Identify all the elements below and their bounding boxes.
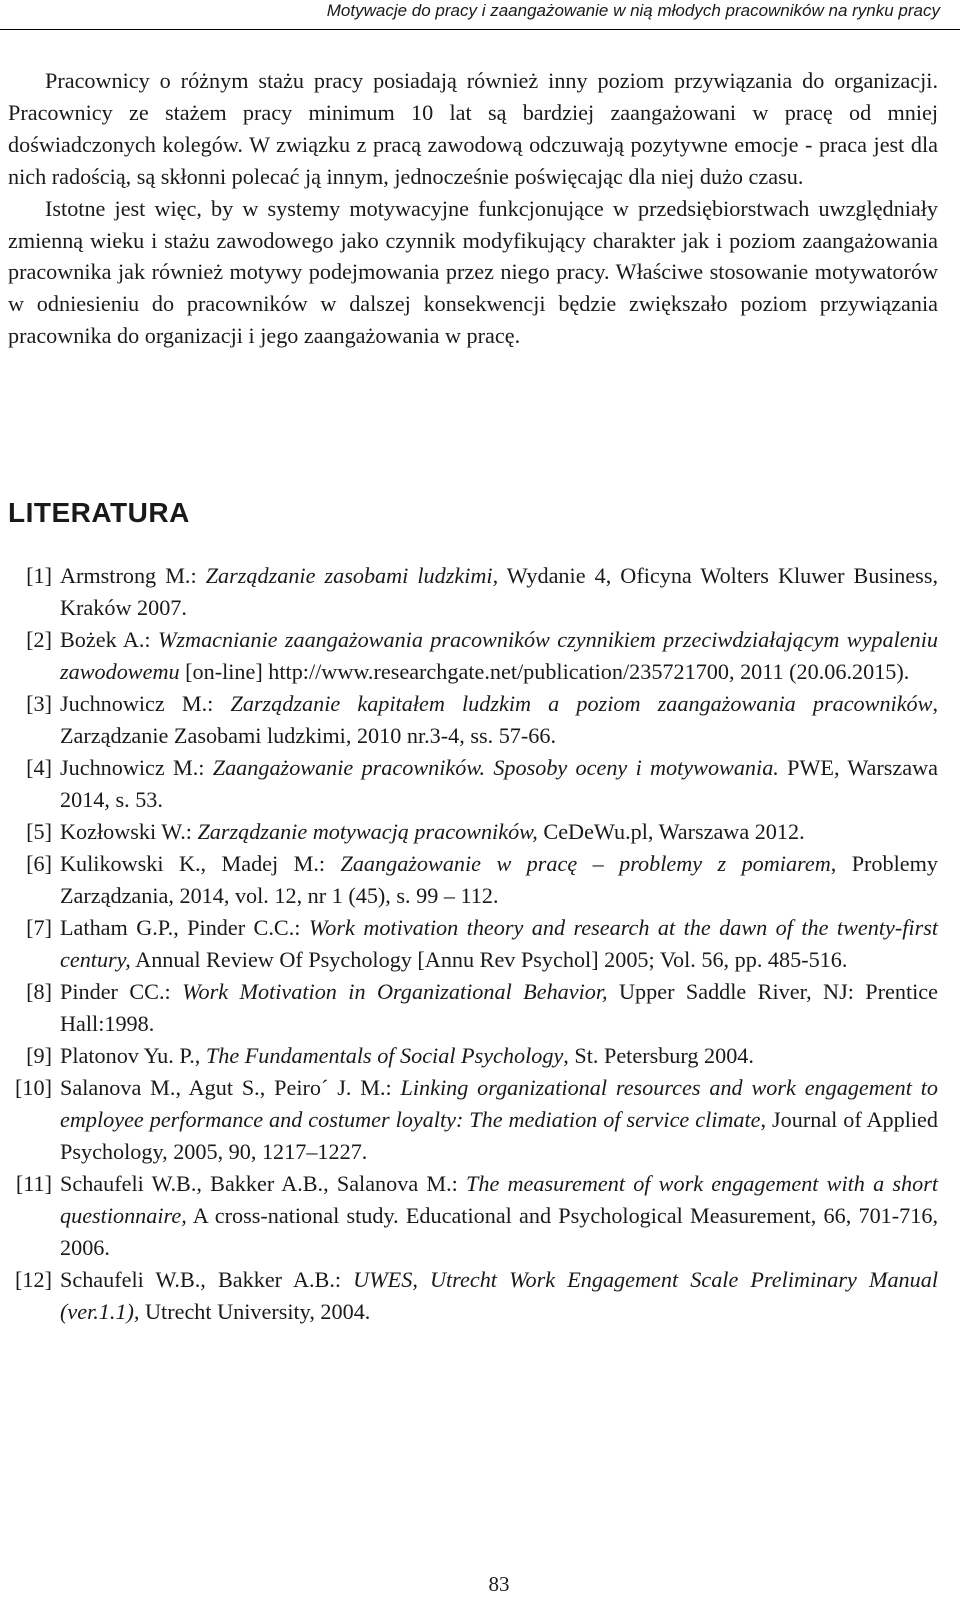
reference-details: , Problemy Zarządzania, 2014, vol. 12, nr 1 (45), s. 99 – 112. bbox=[60, 851, 938, 908]
reference-item bbox=[8, 1072, 938, 1168]
reference-item bbox=[8, 560, 938, 624]
reference-title: UWES, Utrecht Work Engagement Scale Preliminary Manual (ver.1.1), bbox=[60, 1267, 938, 1324]
page-number bbox=[0, 1572, 960, 1597]
reference-title: Zaangażowanie pracowników. Sposoby oceny i motywowania. bbox=[212, 755, 779, 780]
reference-number: [6] bbox=[26, 851, 52, 876]
body-paragraph: Pracownicy o różnym stażu pracy posiadają również inny poziom przywiązania do organizacji. Pracownicy ze stażem pracy minimum 10 lat są bardziej zaangażowani w pracę od mniej doświadczonych kolegów. W związku z pracą zawodową odczuwają pozytywne emocje - praca jest dla nich radością, są skłonni polecać ją innym, jednocześnie poświęcając dla niej dużo czasu. bbox=[8, 68, 938, 189]
reference-authors: Armstrong M.: bbox=[60, 563, 206, 588]
reference-number: [4] bbox=[26, 755, 52, 780]
page-number-text: 83 bbox=[488, 1572, 510, 1596]
reference-number: [10] bbox=[15, 1075, 52, 1100]
reference-details: , Journal of Applied Psychology, 2005, 90, 1217–1227. bbox=[60, 1107, 938, 1164]
reference-text bbox=[60, 688, 938, 752]
reference-details: Upper Saddle River, NJ: Prentice Hall:1998. bbox=[60, 979, 938, 1036]
reference-title: Work motivation theory and research at the dawn of the twenty-first century, bbox=[60, 915, 938, 972]
reference-number: [11] bbox=[15, 1171, 52, 1196]
reference-title: The Fundamentals of Social Psychology bbox=[205, 1043, 564, 1068]
reference-authors: Kozłowski W.: bbox=[60, 819, 198, 844]
reference-item bbox=[8, 1264, 938, 1328]
reference-text bbox=[60, 752, 938, 816]
reference-details: [on-line] http://www.researchgate.net/publication/235721700, 2011 (20.06.2015). bbox=[179, 659, 910, 684]
reference-number: [1] bbox=[26, 563, 52, 588]
reference-text bbox=[60, 1072, 938, 1168]
section-heading-literature: LITERATURA bbox=[8, 497, 190, 528]
reference-item bbox=[8, 976, 938, 1040]
reference-number: [2] bbox=[26, 627, 52, 652]
reference-title: Linking organizational resources and work engagement to employee performance and costumer loyalty: The mediation of service climate bbox=[60, 1075, 939, 1132]
reference-authors: Schaufeli W.B., Bakker A.B., Salanova M.: bbox=[60, 1171, 467, 1196]
reference-text bbox=[60, 624, 938, 688]
reference-item bbox=[8, 1168, 938, 1264]
running-header-title: Motywacje do pracy i zaangażowanie w nią młodych pracowników na rynku pracy bbox=[326, 1, 940, 20]
reference-number: [7] bbox=[26, 915, 52, 940]
body-text bbox=[8, 65, 938, 352]
reference-text bbox=[60, 560, 938, 624]
running-header bbox=[0, 0, 960, 30]
reference-item bbox=[8, 1040, 938, 1072]
reference-authors: Platonov Yu. P., bbox=[60, 1043, 206, 1068]
reference-text bbox=[60, 912, 938, 976]
reference-item bbox=[8, 752, 938, 816]
reference-details: A cross-national study. Educational and Psychological Measurement, 66, 701-716, 2006. bbox=[60, 1203, 938, 1260]
reference-title: Zaangażowanie w pracę – problemy z pomiarem bbox=[340, 851, 831, 876]
reference-details: Utrecht University, 2004. bbox=[139, 1299, 371, 1324]
reference-title: Zarządzanie kapitałem ludzkim a poziom zaangażowania pracowników bbox=[230, 691, 933, 716]
reference-title: Wzmacnianie zaangażowania pracowników czynnikiem przeciwdziałającym wypaleniu zawodowemu bbox=[60, 627, 938, 684]
reference-details: CeDeWu.pl, Warszawa 2012. bbox=[537, 819, 805, 844]
reference-details: , Zarządzanie Zasobami ludzkimi, 2010 nr.3-4, ss. 57-66. bbox=[60, 691, 938, 748]
reference-authors: Schaufeli W.B., Bakker A.B.: bbox=[60, 1267, 354, 1292]
reference-authors: Bożek A.: bbox=[60, 627, 158, 652]
reference-details: , St. Petersburg 2004. bbox=[563, 1043, 754, 1068]
reference-number: [3] bbox=[26, 691, 52, 716]
reference-item bbox=[8, 816, 938, 848]
reference-authors: Latham G.P., Pinder C.C.: bbox=[60, 915, 309, 940]
reference-text bbox=[60, 1040, 938, 1072]
reference-authors: Pinder CC.: bbox=[60, 979, 183, 1004]
reference-text bbox=[60, 1264, 938, 1328]
reference-title: The measurement of work engagement with a short questionnaire, bbox=[60, 1171, 939, 1228]
reference-details: Wydanie 4, Oficyna Wolters Kluwer Business, Kraków 2007. bbox=[60, 563, 938, 620]
reference-authors: Juchnowicz M.: bbox=[60, 691, 231, 716]
reference-list bbox=[8, 560, 938, 1328]
reference-number: [5] bbox=[26, 819, 52, 844]
reference-text bbox=[60, 976, 938, 1040]
reference-number: [8] bbox=[26, 979, 52, 1004]
reference-title: Work Motivation in Organizational Behavior, bbox=[182, 979, 608, 1004]
reference-item bbox=[8, 912, 938, 976]
body-paragraph: Istotne jest więc, by w systemy motywacyjne funkcjonujące w przedsiębiorstwach uwzględniały zmienną wieku i stażu zawodowego jako czynnik modyfikujący charakter jak i poziom zaangażowania pracownika jak również motywy podejmowania przez niego pracy. Właściwe stosowanie motywatorów w odniesieniu do pracowników w dalszej konsekwencji będzie zwiększało poziom przywiązania pracownika do organizacji i jego zaangażowania w pracę. bbox=[8, 195, 938, 349]
reference-authors: Salanova M., Agut S., Peiro´ J. M.: bbox=[60, 1075, 401, 1100]
reference-number: [9] bbox=[26, 1043, 52, 1068]
reference-title: Zarządzanie motywacją pracowników, bbox=[197, 819, 538, 844]
reference-item bbox=[8, 624, 938, 688]
reference-text bbox=[60, 848, 938, 912]
reference-title: Zarządzanie zasobami ludzkimi, bbox=[205, 563, 499, 588]
reference-item bbox=[8, 688, 938, 752]
reference-authors: Juchnowicz M.: bbox=[60, 755, 213, 780]
reference-text bbox=[60, 816, 938, 848]
reference-details: PWE, Warszawa 2014, s. 53. bbox=[60, 755, 938, 812]
reference-details: Annual Review Of Psychology [Annu Rev Psychol] 2005; Vol. 56, pp. 485-516. bbox=[130, 947, 848, 972]
reference-number: [12] bbox=[15, 1267, 52, 1292]
reference-text bbox=[60, 1168, 938, 1264]
reference-authors: Kulikowski K., Madej M.: bbox=[60, 851, 341, 876]
reference-item bbox=[8, 848, 938, 912]
